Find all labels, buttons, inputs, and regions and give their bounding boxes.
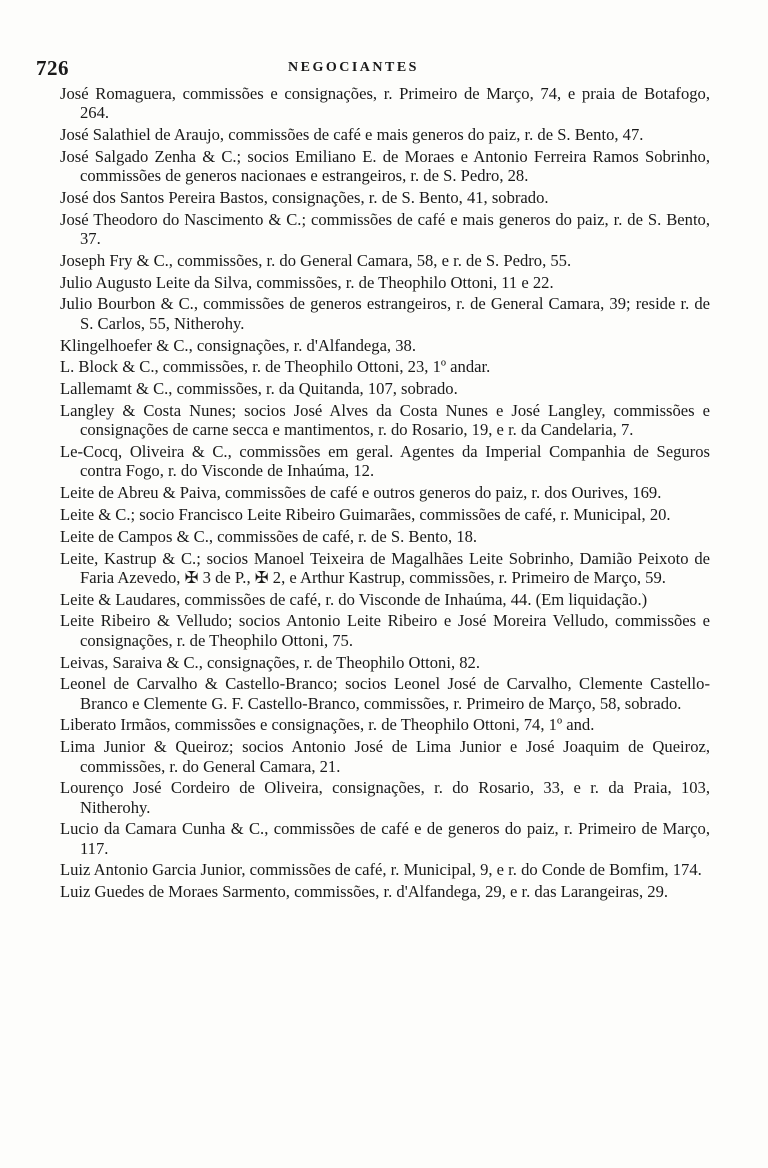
directory-entries xyxy=(60,84,710,904)
directory-entry: Leite & Laudares, commissões de café, r. do Visconde de Inhaúma, 44. (Em liquidação.) xyxy=(60,589,648,609)
directory-entry: Leite de Abreu & Paiva, commissões de café e outros generos do paiz, r. dos Ourives, 169. xyxy=(60,483,662,503)
directory-entry: Lucio da Camara Cunha & C., commissões de café e de generos do paiz, r. Primeiro de Março, 117. xyxy=(60,819,710,858)
running-title: NEGOCIANTES xyxy=(288,60,419,75)
directory-entry: Julio Bourbon & C., commissões de generos estrangeiros, r. de General Camara, 39; reside r. de S. Carlos, 55, Nitherohy. xyxy=(60,294,710,333)
directory-entry: Lourenço José Cordeiro de Oliveira, consignações, r. do Rosario, 33, e r. da Praia, 103, Nitherohy. xyxy=(60,778,710,817)
directory-entry: Leite Ribeiro & Velludo; socios Antonio Leite Ribeiro e José Moreira Velludo, commissões e consignações, r. de Theophilo Ottoni, 75. xyxy=(60,611,710,650)
directory-entry: Langley & Costa Nunes; socios José Alves da Costa Nunes e José Langley, commissões e consignações de carne secca e mantimentos, r. do Rosario, 19, e r. da Candelaria, 7. xyxy=(60,400,710,440)
directory-entry: L. Block & C., commissões, r. de Theophilo Ottoni, 23, 1º andar. xyxy=(60,357,491,377)
directory-entry: José Romaguera, commissões e consignações, r. Primeiro de Março, 74, e praia de Botafogo, 264. xyxy=(60,84,710,123)
directory-entry: Julio Augusto Leite da Silva, commissões, r. de Theophilo Ottoni, 11 e 22. xyxy=(60,272,554,292)
directory-entry: Leonel de Carvalho & Castello-Branco; socios Leonel José de Carvalho, Clemente Castello-Branco e Clemente G. F. Castello-Branco, commissões, r. Primeiro de Março, 58, sobrado. xyxy=(60,674,710,713)
directory-entry: Klingelhoefer & C., consignações, r. d'Alfandega, 38. xyxy=(60,335,416,355)
directory-entry: José Salathiel de Araujo, commissões de café e mais generos do paiz, r. de S. Bento, 47. xyxy=(60,125,644,145)
directory-entry: Lallemamt & C., commissões, r. da Quitanda, 107, sobrado. xyxy=(60,379,458,399)
directory-entry: Leite & C.; socio Francisco Leite Ribeiro Guimarães, commissões de café, r. Municipal, 20. xyxy=(60,504,671,524)
directory-entry: Liberato Irmãos, commissões e consignações, r. de Theophilo Ottoni, 74, 1º and. xyxy=(60,715,595,735)
directory-entry: Leite, Kastrup & C.; socios Manoel Teixeira de Magalhães Leite Sobrinho, Damião Peixoto de Faria Azevedo, ✠ 3 de P., ✠ 2, e Arthur Kastrup, commissões, r. Primeiro de Março, 59. xyxy=(60,548,710,587)
directory-entry: José Theodoro do Nascimento & C.; commissões de café e mais generos do paiz, r. de S. Bento, 37. xyxy=(60,209,710,249)
directory-entry: Leivas, Saraiva & C., consignações, r. de Theophilo Ottoni, 82. xyxy=(60,652,480,672)
directory-entry: Luiz Guedes de Moraes Sarmento, commissões, r. d'Alfandega, 29, e r. das Larangeiras, 29. xyxy=(60,882,669,902)
directory-entry: Leite de Campos & C., commissões de café, r. de S. Bento, 18. xyxy=(60,526,478,546)
page-number: 726 xyxy=(36,56,69,80)
page-header xyxy=(36,56,736,82)
directory-entry: Le-Cocq, Oliveira & C., commissões em geral. Agentes da Imperial Companhia de Seguros contra Fogo, r. do Visconde de Inhaúma, 12. xyxy=(60,442,710,481)
directory-entry: Luiz Antonio Garcia Junior, commissões de café, r. Municipal, 9, e r. do Conde de Bomfim, 174. xyxy=(60,860,702,880)
directory-entry: Joseph Fry & C., commissões, r. do General Camara, 58, e r. de S. Pedro, 55. xyxy=(60,250,572,270)
directory-entry: José Salgado Zenha & C.; socios Emiliano E. de Moraes e Antonio Ferreira Ramos Sobrinho, commissões de generos nacionaes e estrangeiros, r. de S. Pedro, 28. xyxy=(60,146,710,186)
directory-entry: Lima Junior & Queiroz; socios Antonio José de Lima Junior e José Joaquim de Queiroz, commissões, r. do General Camara, 21. xyxy=(60,737,710,776)
directory-entry: José dos Santos Pereira Bastos, consignações, r. de S. Bento, 41, sobrado. xyxy=(60,187,549,207)
